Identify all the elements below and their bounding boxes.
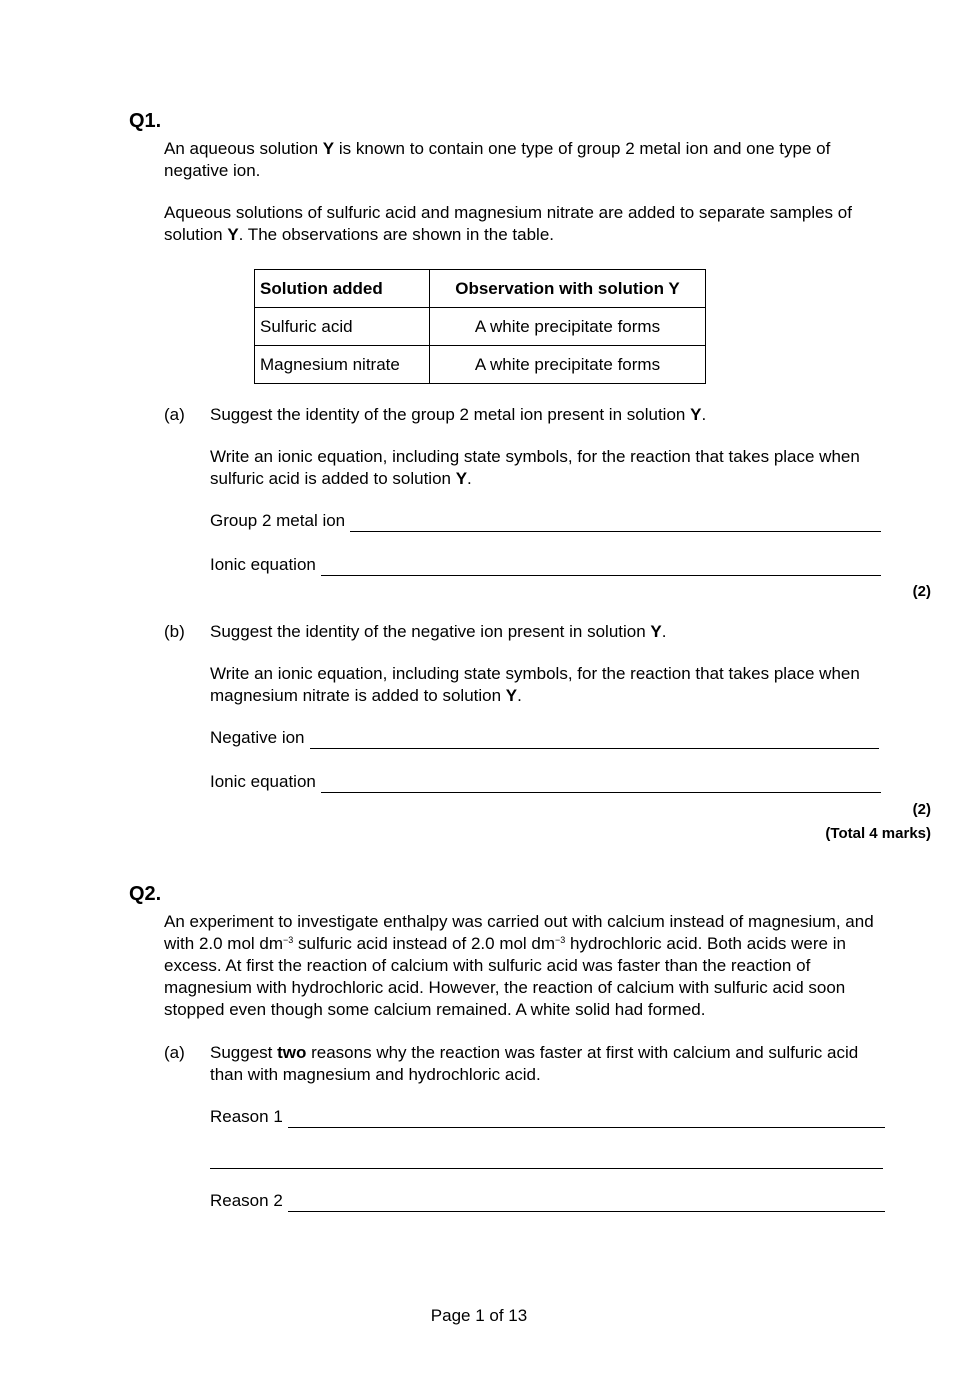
part-b-label: (b) bbox=[164, 622, 185, 641]
reason-2-answer[interactable] bbox=[210, 1190, 885, 1212]
answer-line[interactable] bbox=[350, 513, 881, 532]
answer-line[interactable] bbox=[321, 557, 881, 576]
marks-a: (2) bbox=[912, 583, 931, 600]
q1a-question: Suggest the identity of the group 2 metal ion present in solution Y. bbox=[210, 405, 707, 424]
reason-1-answer[interactable] bbox=[210, 1106, 885, 1128]
q2a-question: Suggest two reasons why the reaction was faster at first with calcium and sulfuric acid than with magnesium and hydrochloric acid. bbox=[210, 1043, 859, 1084]
observations-table bbox=[254, 269, 706, 384]
table-cell: A white precipitate forms bbox=[430, 346, 706, 384]
table-cell: Sulfuric acid bbox=[255, 308, 430, 346]
q2-intro: An experiment to investigate enthalpy was carried out with calcium instead of magnesium, and with 2.0 mol $dm^{-3}$ sulfuric acid instead of 2.0 mol $dm^{-3}$ hydrochloric acid. Both acids were in excess. At first the reaction of calcium with sulfuric acid was faster than the reaction of magnesium with hydrochloric acid. However, the reaction of calcium with sulfuric acid soon stopped even though some calcium remained. A white solid had formed. bbox=[164, 912, 874, 1019]
negative-ion-answer[interactable] bbox=[210, 727, 879, 749]
answer-line[interactable] bbox=[310, 730, 879, 749]
marks-b: (2) bbox=[912, 801, 931, 818]
table-row bbox=[255, 346, 706, 384]
q1-intro-2: Aqueous solutions of sulfuric acid and magnesium nitrate are added to separate samples of solution Y. The observations are shown in the table. bbox=[164, 203, 852, 244]
table-cell: Magnesium nitrate bbox=[255, 346, 430, 384]
field-label: Group 2 metal ion bbox=[210, 511, 346, 530]
q1a-equation-question: Write an ionic equation, including state symbols, for the reaction that takes place when sulfuric acid is added to solution Y. bbox=[210, 447, 860, 488]
question-1-label: Q1. bbox=[129, 110, 162, 132]
q2-part-a-label: (a) bbox=[164, 1043, 185, 1062]
field-label: Reason 2 bbox=[210, 1191, 283, 1210]
answer-line-continuation[interactable] bbox=[210, 1150, 883, 1169]
answer-line[interactable] bbox=[321, 774, 881, 793]
table-cell: A white precipitate forms bbox=[430, 308, 706, 346]
ionic-equation-answer-a[interactable] bbox=[210, 554, 881, 576]
table-row bbox=[255, 308, 706, 346]
question-2-label: Q2. bbox=[129, 883, 162, 905]
field-label: Ionic equation bbox=[210, 772, 316, 791]
field-label: Negative ion bbox=[210, 728, 305, 747]
total-marks: (Total 4 marks) bbox=[825, 825, 931, 842]
table-header-row bbox=[255, 270, 706, 308]
q1-intro-1: An aqueous solution Y is known to contain one type of group 2 metal ion and one type of negative ion. bbox=[164, 139, 831, 180]
field-label: Ionic equation bbox=[210, 555, 316, 574]
group2-metal-ion-answer[interactable] bbox=[210, 510, 881, 532]
q1b-question: Suggest the identity of the negative ion present in solution Y. bbox=[210, 622, 667, 641]
part-a-label: (a) bbox=[164, 405, 185, 424]
table-header: Observation with solution Y bbox=[430, 270, 706, 308]
table-header: Solution added bbox=[255, 270, 430, 308]
field-label: Reason 1 bbox=[210, 1107, 283, 1126]
page-number: Page 1 of 13 bbox=[430, 1306, 528, 1325]
q1b-equation-question: Write an ionic equation, including state symbols, for the reaction that takes place when magnesium nitrate is added to solution Y. bbox=[210, 664, 860, 705]
answer-line[interactable] bbox=[288, 1109, 885, 1128]
ionic-equation-answer-b[interactable] bbox=[210, 771, 881, 793]
answer-line[interactable] bbox=[288, 1193, 885, 1212]
